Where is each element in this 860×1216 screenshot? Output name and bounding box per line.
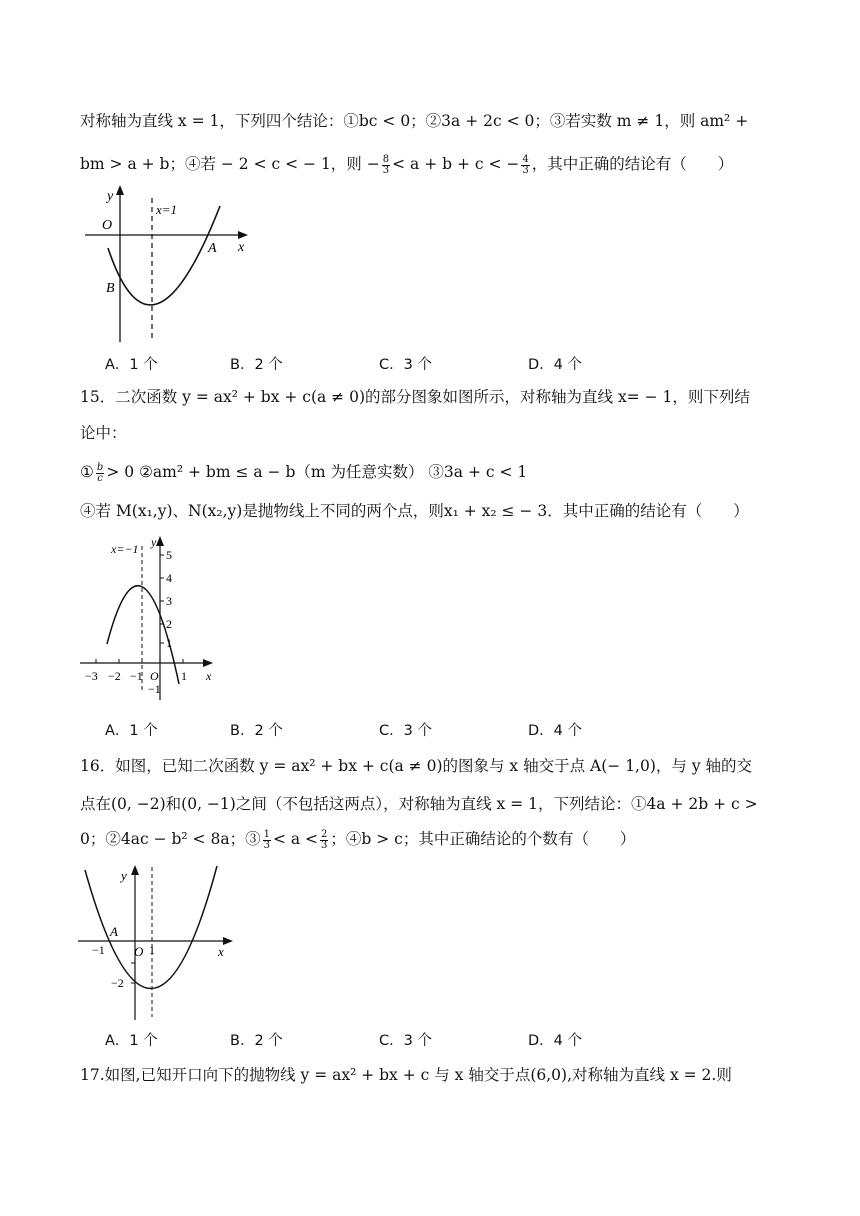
q16-text-line3 <box>80 828 780 851</box>
q16-text-line2: 点在(0, −2)和(0, −1)之间（不包括这两点），对称轴为直线 x = 1，下列结论：①4a + 2b + c > <box>80 795 758 813</box>
q15-y-tick-5: 5 <box>166 548 172 562</box>
q15-option-c[interactable]: C．3 个 <box>379 723 432 739</box>
q15-x-tick-neg2: −2 <box>108 669 121 683</box>
q16-options <box>105 1029 705 1051</box>
q15-y-tick-neg1: −1 <box>148 682 161 696</box>
q16-y-tick-neg2: −2 <box>111 976 124 990</box>
q15-parabola-graph <box>75 532 225 707</box>
q14-y-axis-label: y <box>107 189 114 204</box>
q15-y-axis-label: y <box>151 535 157 549</box>
q17-text-line1: 17.如图,已知开口向下的抛物线 y = ax² + bx + c 与 x 轴交于点(6,0),对称轴为直线 x = 2.则 <box>80 1066 732 1084</box>
q16-origin-label: O <box>134 944 144 959</box>
q16-x-axis-label: x <box>218 944 224 959</box>
q14-fraction-8-3: $\frac{8}{3}$ <box>382 153 390 176</box>
q14-option-d[interactable]: D．4 个 <box>528 357 582 373</box>
q14-x-axis-label: x <box>238 240 245 255</box>
q15-y-tick-1: 1 <box>166 636 172 650</box>
q16-text-line1: 16．如图，已知二次函数 y = ax² + bx + c(a ≠ 0)的图象与 x 轴交于点 A(− 1,0)，与 y 轴的交 <box>80 757 752 775</box>
q15-text-line3 <box>80 461 780 484</box>
q15-option-b[interactable]: B．2 个 <box>230 723 283 739</box>
q16-parabola-graph <box>75 862 240 1022</box>
q14-line2-part2: < a + b + c < − <box>392 155 520 173</box>
q16-option-b[interactable]: B．2 个 <box>230 1033 283 1049</box>
q16-y-axis-label: y <box>121 868 127 883</box>
q14-fraction-4-3: $\frac{4}{3}$ <box>522 153 529 176</box>
q15-options <box>105 719 705 741</box>
q15-y-tick-3: 3 <box>166 594 172 608</box>
q15-symmetry-axis-label: x=−1 <box>111 542 139 556</box>
q15-text-line4: ④若 M(x₁,y)、N(x₂,y)是抛物线上不同的两个点，则x₁ + x₂ ≤ − 3．其中正确的结论有（ ） <box>80 502 749 520</box>
q16-fraction-2-3: $\frac{2}{3}$ <box>321 828 328 851</box>
q15-x-tick-neg3: −3 <box>85 669 98 683</box>
q16-option-a[interactable]: A．1 个 <box>105 1033 158 1049</box>
q14-parabola-graph <box>80 180 255 350</box>
q14-line2-part3: ，其中正确的结论有（ ） <box>531 155 734 173</box>
q16-x-tick-1: 1 <box>149 943 155 957</box>
q15-y-tick-4: 4 <box>166 571 172 585</box>
q15-x-tick-1: 1 <box>181 669 187 683</box>
q14-symmetry-axis-label: x=1 <box>156 202 178 217</box>
q14-options <box>105 353 705 375</box>
q16-option-d[interactable]: D．4 个 <box>528 1033 582 1049</box>
q15-line3-part2: > 0 ②am² + bm ≤ a − b（m 为任意实数） ③3a + c < 1 <box>106 463 528 481</box>
q15-text-line2: 论中： <box>80 424 127 442</box>
q15-x-axis-label: x <box>206 669 212 683</box>
q16-fraction-1-3: $\frac{1}{3}$ <box>263 828 270 851</box>
q14-option-a[interactable]: A．1 个 <box>105 357 158 373</box>
q14-origin-label: O <box>102 218 113 233</box>
q15-fraction-b-c: $\frac{b}{c}$ <box>96 461 104 484</box>
q15-option-a[interactable]: A．1 个 <box>105 723 158 739</box>
q15-option-d[interactable]: D．4 个 <box>528 723 582 739</box>
q14-point-b-label: B <box>106 281 115 296</box>
q16-line3-part2: < a < <box>272 830 319 848</box>
q15-origin-label: O <box>150 669 159 683</box>
q16-line3-part3: ；④b > c；其中正确结论的个数有（ ） <box>330 830 636 848</box>
q14-option-b[interactable]: B．2 个 <box>230 357 283 373</box>
q14-line2-part1: bm > a + b；④若 − 2 < c < − 1，则 − <box>80 155 380 173</box>
q16-point-a-label: A <box>110 924 118 939</box>
q15-text-line1: 15．二次函数 y = ax² + bx + c(a ≠ 0)的部分图象如图所示，对称轴为直线 x= − 1，则下列结 <box>80 388 750 406</box>
q16-line3-part1: 0；②4ac − b² < 8a；③ <box>80 830 261 848</box>
q16-x-tick-neg1: −1 <box>92 943 105 957</box>
q16-option-c[interactable]: C．3 个 <box>379 1033 432 1049</box>
q14-option-c[interactable]: C．3 个 <box>379 357 432 373</box>
q15-x-tick-neg1: −1 <box>130 669 143 683</box>
q14-point-a-label: A <box>208 241 217 256</box>
q14-text-line1: 对称轴为直线 x = 1，下列四个结论：①bc < 0；②3a + 2c < 0；③若实数 m ≠ 1，则 am² + <box>80 112 749 130</box>
q15-y-tick-2: 2 <box>166 617 172 631</box>
q15-line3-part1: ① <box>80 463 94 481</box>
q14-text-line2 <box>80 153 780 176</box>
